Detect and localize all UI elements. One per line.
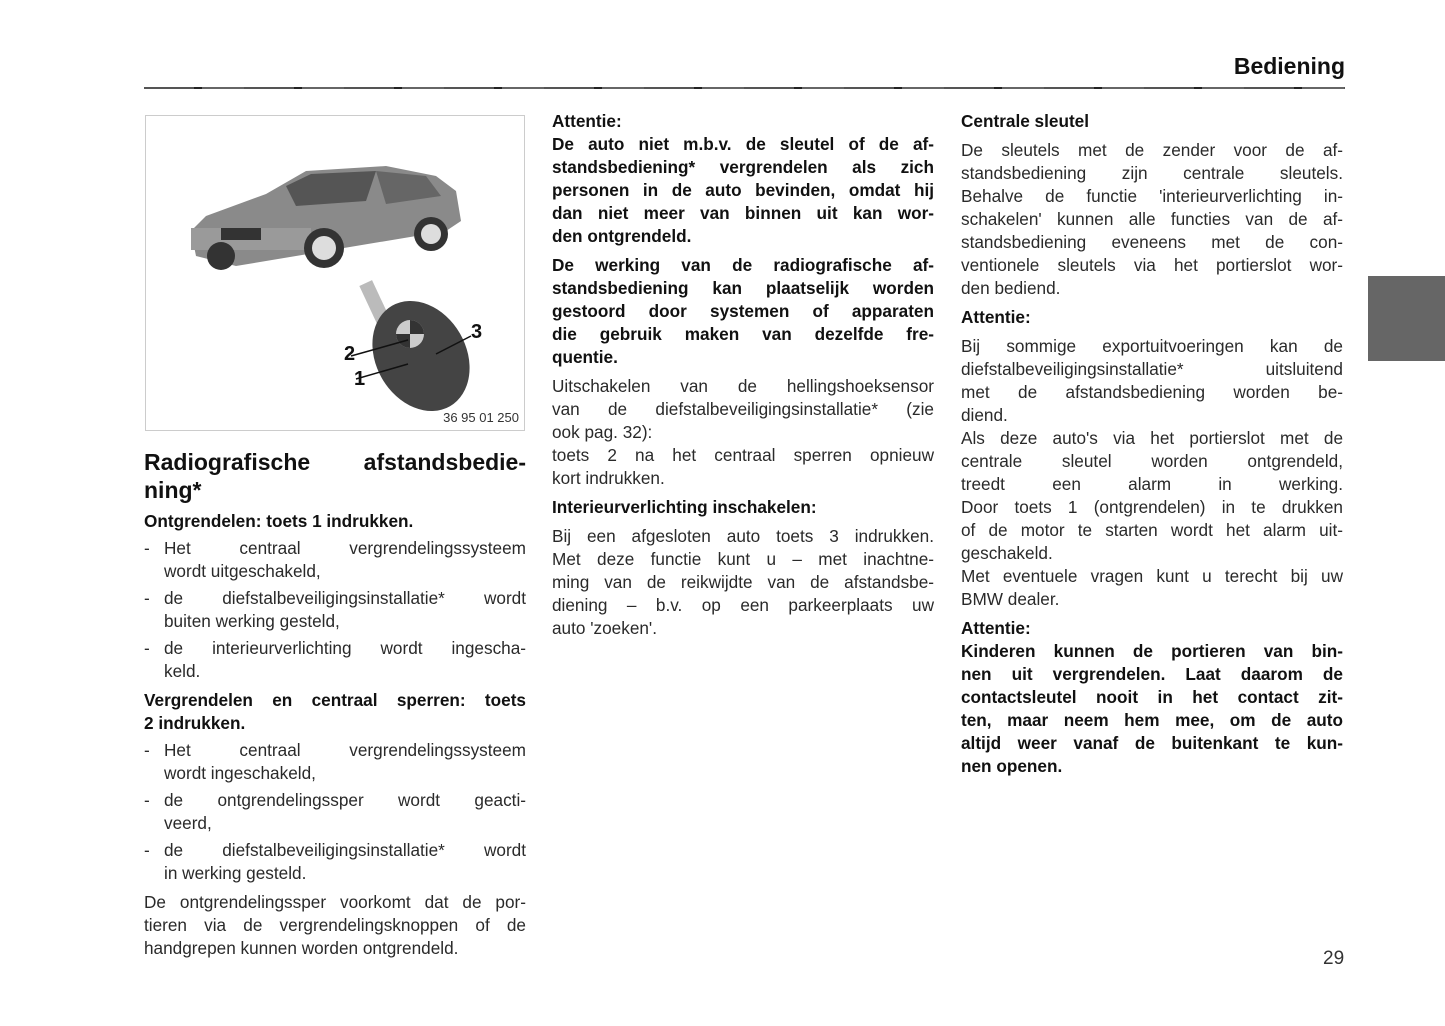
text-line: standsbediening* vergrendelen als zich [552,157,934,177]
text-line: Centrale sleutel [961,111,1089,131]
text-line: keld. [164,661,201,681]
column-left [144,448,526,964]
column-middle [552,110,934,644]
list-item [144,739,526,785]
text-line: - de interieurverlichting wordt ingescha- [144,637,526,660]
paragraph [961,335,1343,611]
text-line: nen openen. [961,756,1063,776]
text-line: altijd weer vanaf de buitenkant te kun- [961,733,1343,753]
bold-paragraph [144,510,526,533]
text-line: De auto niet m.b.v. de sleutel of de af- [552,134,934,154]
section-heading [144,448,526,504]
text-line: Bij sommige exportuitvoeringen kan de [961,336,1343,356]
bold-paragraph [144,689,526,735]
text-line: nen uit vergrendelen. Laat daarom de [961,664,1343,684]
section-title: Bediening [1233,53,1345,79]
text-line: Bij een afgesloten auto toets 3 indrukken. [552,526,934,546]
text-line: Behalve de functie 'interieurverlichting in- [961,186,1343,206]
text-line: Ontgrendelen: toets 1 indrukken. [144,511,414,531]
callout-2: 2 [344,343,356,365]
text-line: Met deze functie kunt u – met inachtne- [552,549,934,569]
text-line: Door toets 1 (ontgrendelen) in te drukken [961,497,1343,517]
text-line: 2 indrukken. [144,713,246,733]
text-line: Met eventuele vragen kunt u terecht bij uw [961,566,1343,586]
text-line: of de motor te starten wordt het alarm uit- [961,520,1343,540]
paragraph [552,375,934,490]
text-line: De ontgrendelingssper voorkomt dat de por- [144,892,526,912]
text-line: Attentie: [961,307,1031,327]
text-line: wordt uitgeschakeld, [164,561,321,581]
text-line: diend. [961,405,1008,425]
bold-paragraph [961,617,1343,778]
text-line: Radiografische afstandsbedie- [144,449,526,475]
callout-3: 3 [471,321,483,343]
text-line: ventionele sleutels via het portierslot wor- [961,255,1343,275]
bold-paragraph [552,496,934,519]
text-line: treedt een alarm in werking. [961,474,1343,494]
text-line: schakelen' kunnen alle functies van de af- [961,209,1343,229]
text-line: centrale sleutel worden ontgrendeld, [961,451,1343,471]
text-line: - Het centraal vergrendelingssysteem [144,537,526,560]
text-line: - de diefstalbeveiligingsinstallatie* wordt [144,839,526,862]
text-line: gestoord door systemen of apparaten [552,301,934,321]
text-line: - Het centraal vergrendelingssysteem [144,739,526,762]
column-right [961,110,1343,782]
text-line: met de afstandsbediening worden be- [961,382,1343,402]
text-line: diefstalbeveiligingsinstallatie* uitsluitend [961,359,1343,379]
bold-paragraph [552,110,934,248]
text-line: den bediend. [961,278,1061,298]
text-line: Attentie: [961,618,1031,638]
list-item [144,537,526,583]
bold-paragraph [961,110,1343,133]
text-line: standsbediening zijn centrale sleutels. [961,163,1343,183]
car-key-illustration [145,115,525,431]
text-line: BMW dealer. [961,589,1060,609]
text-line: dan niet meer van binnen uit kan wor- [552,203,934,223]
text-line: quentie. [552,347,618,367]
text-line: geschakeld. [961,543,1053,563]
text-line: diening – b.v. op een parkeerplaats uw [552,595,934,615]
text-line: handgrepen kunnen worden ontgrendeld. [144,938,459,958]
text-line: in werking gesteld. [164,863,307,883]
text-line: contactsleutel nooit in het contact zit- [961,687,1343,707]
text-line: ning* [144,477,202,503]
list-item [144,637,526,683]
text-line: Uitschakelen van de hellingshoeksensor [552,376,934,396]
text-line: Als deze auto's via het portierslot met de [961,428,1343,448]
paragraph [144,891,526,960]
text-line: buiten werking gesteld, [164,611,340,631]
callout-1: 1 [354,368,366,390]
text-line: die gebruik maken van dezelfde fre- [552,324,934,344]
text-line: standsbediening eveneens met de con- [961,232,1343,252]
section-tab-marker [1368,276,1445,361]
text-line: tieren via de vergrendelingsknoppen of de [144,915,526,935]
bold-paragraph [552,254,934,369]
page-number: 29 [1323,948,1345,969]
text-line: De werking van de radiografische af- [552,255,934,275]
text-line: den ontgrendeld. [552,226,692,246]
header-rule [144,87,1345,89]
text-line: ming van de reikwijdte van de afstandsbe- [552,572,934,592]
text-line: Interieurverlichting inschakelen: [552,497,817,517]
car-and-key-drawing [146,116,523,429]
text-line: veerd, [164,813,212,833]
text-line: De sleutels met de zender voor de af- [961,140,1343,160]
list-item [144,839,526,885]
text-line: ten, maar neem hem mee, om de auto [961,710,1343,730]
text-line: Kinderen kunnen de portieren van bin- [961,641,1343,661]
text-line: - de ontgrendelingssper wordt geacti- [144,789,526,812]
text-line: standsbediening kan plaatselijk worden [552,278,934,298]
list-item [144,587,526,633]
paragraph [552,525,934,640]
text-line: wordt ingeschakeld, [164,763,316,783]
bold-paragraph [961,306,1343,329]
list-item [144,789,526,835]
text-line: Attentie: [552,111,622,131]
figure-code: 36 95 01 250 [443,410,519,425]
text-line: personen in de auto bevinden, omdat hij [552,180,934,200]
text-line: van de diefstalbeveiligingsinstallatie* (zie [552,399,934,419]
text-line: - de diefstalbeveiligingsinstallatie* wordt [144,587,526,610]
text-line: ook pag. 32): [552,422,653,442]
text-line: auto 'zoeken'. [552,618,657,638]
paragraph [961,139,1343,300]
text-line: kort indrukken. [552,468,665,488]
text-line: Vergrendelen en centraal sperren: toets [144,690,526,710]
text-line: toets 2 na het centraal sperren opnieuw [552,445,934,465]
